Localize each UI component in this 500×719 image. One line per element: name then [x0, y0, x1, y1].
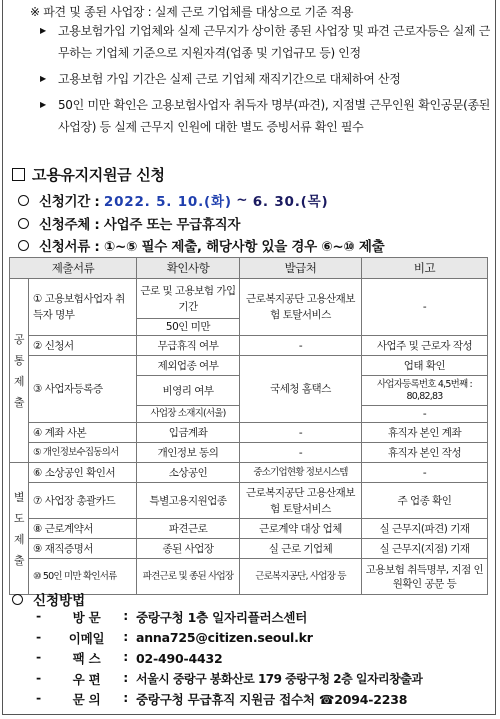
- header-issuer: 발급처: [240, 258, 362, 279]
- doc-cell: ⑤ 개인정보수집동의서: [29, 443, 137, 463]
- issuer-cell: -: [240, 443, 362, 463]
- triangle-bullet-icon: ▶: [40, 100, 46, 109]
- bullet-text: 고용보험가입 기업체와 실제 근무지가 상이한 종된 사업장 및 파견 근로자등은 실제 근무하는 기업체 기준으로 지원자격(업종 및 기업규모 등) 인정: [58, 24, 490, 60]
- note-cell: 고용보험 취득명부, 지점 인원확인 공문 등: [362, 559, 488, 595]
- doc-cell: ⑩ 50인 미만 확인서류: [29, 559, 137, 595]
- check-cell: 종된 사업장: [137, 539, 240, 559]
- check-cell: 무급휴직 여부: [137, 336, 240, 356]
- contact-label: 문 의: [72, 692, 101, 708]
- check-cell: 50인 미만: [137, 319, 240, 336]
- email-link[interactable]: anna725@citizen.seoul.kr: [136, 630, 313, 646]
- contact-label: 이메일: [68, 630, 105, 646]
- check-cell: 특별고용지원업종: [137, 483, 240, 519]
- doc-cell: ⑥ 소상공인 확인서: [29, 463, 137, 483]
- note-cell: 실 근무지(지점) 기재: [362, 539, 488, 559]
- issuer-cell: 중소기업현황 정보시스템: [240, 463, 362, 483]
- note-cell: 실 근무지(파견) 기재: [362, 519, 488, 539]
- doc-cell: ③ 사업자등록증: [29, 356, 137, 423]
- note-cell: 사업주 및 근로자 작성: [362, 336, 488, 356]
- doc-cell: ① 고용보험사업자 취득자 명부: [29, 279, 137, 336]
- triangle-bullet-icon: ▶: [40, 26, 46, 35]
- group-separate-label: 별도제출: [10, 463, 29, 595]
- bullet-text: 50인 미만 확인은 고용보험사업자 취득자 명부(파견), 지점별 근무인원 확인공문(종된 사업장) 등 실제 근무지 인원에 대한 별도 증빙서류 확인 필수: [58, 98, 490, 134]
- issuer-cell: 근로복지공단 고용산재보험 토탈서비스: [240, 483, 362, 519]
- contact-fax: - 팩 스 : 02-490-4432: [36, 649, 223, 667]
- doc-cell: ② 신청서: [29, 336, 137, 356]
- check-cell: 파견근로 및 종된 사업장: [137, 559, 240, 595]
- note-cell: -: [362, 406, 488, 423]
- circle-bullet-icon: [12, 594, 23, 605]
- check-cell: 제외업종 여부: [137, 356, 240, 376]
- contact-mail: - 우 편 : 서울시 중랑구 봉화산로 179 중랑구청 2층 일자리창출과: [36, 669, 423, 687]
- issuer-cell: -: [240, 336, 362, 356]
- check-cell: 파견근로: [137, 519, 240, 539]
- note-bullet: [40, 68, 490, 90]
- check-cell: 소상공인: [137, 463, 240, 483]
- circle-bullet-icon: [18, 240, 29, 251]
- group-common-label: 공통제출: [10, 279, 29, 463]
- header-note: 비고: [362, 258, 488, 279]
- check-cell: 입금계좌: [137, 423, 240, 443]
- triangle-bullet-icon: ▶: [40, 74, 46, 83]
- note-cell: 휴직자 본인 작성: [362, 443, 488, 463]
- note-cell: 휴직자 본인 계좌: [362, 423, 488, 443]
- application-subject: 신청주체 : 사업주 또는 무급휴직자: [18, 213, 240, 233]
- check-cell: 근로 및 고용보험 가입기간: [137, 279, 240, 319]
- contact-value: 중랑구청 무급휴직 지원금 접수처 ☎2094-2238: [136, 692, 408, 708]
- contact-label: 방 문: [72, 610, 101, 626]
- contact-list: [36, 607, 422, 710]
- note-bullets: [40, 20, 490, 142]
- note-cell: -: [362, 463, 488, 483]
- section-title: 고용유지지원금 신청: [12, 164, 165, 185]
- doc-cell: ⑨ 재직증명서: [29, 539, 137, 559]
- contact-value: 중랑구청 1층 일자리플러스센터: [136, 610, 308, 626]
- period-end: 6. 30.(목): [252, 194, 329, 210]
- bullet-text: 고용보험 가입 기간은 실제 근로 기업체 재직기간으로 대체하여 산정: [58, 72, 401, 86]
- issuer-cell: 근로복지공단 고용산재보험 토탈서비스: [240, 279, 362, 336]
- contact-inquiry: - 문 의 : 중랑구청 무급휴직 지원금 접수처 ☎2094-2238: [36, 690, 408, 708]
- issuer-cell: 국세청 홈택스: [240, 356, 362, 423]
- issuer-cell: 근로복지공단, 사업장 등: [240, 559, 362, 595]
- note-bullet: [40, 94, 490, 138]
- contact-label: 팩 스: [72, 651, 101, 667]
- doc-cell: ⑧ 근로계약서: [29, 519, 137, 539]
- documents-table: [9, 257, 488, 595]
- check-cell: 비영리 여부: [137, 376, 240, 406]
- period-separator: ~: [236, 192, 249, 208]
- note-cell: 업태 확인: [362, 356, 488, 376]
- header-check: 확인사항: [137, 258, 240, 279]
- header-documents: 제출서류: [10, 258, 137, 279]
- issuer-cell: 근로계약 대상 업체: [240, 519, 362, 539]
- contact-email: - 이메일 : anna725@citizen.seoul.kr: [36, 628, 313, 646]
- period-start: 2022. 5. 10.(화): [103, 194, 232, 210]
- note-cell: -: [362, 279, 488, 336]
- square-bullet-icon: [12, 168, 25, 181]
- circle-bullet-icon: [18, 218, 29, 229]
- note-cell: 주 업종 확인: [362, 483, 488, 519]
- check-cell: 사업장 소재지(서울): [137, 406, 240, 423]
- application-documents: 신청서류 : ①~⑤ 필수 제출, 해당사항 있을 경우 ⑥~⑩ 제출: [18, 235, 384, 255]
- circle-bullet-icon: [18, 195, 29, 206]
- doc-cell: ④ 계좌 사본: [29, 423, 137, 443]
- application-period: 신청기간 : 2022. 5. 10.(화) ~ 6. 30.(목): [18, 190, 328, 210]
- issuer-cell: 실 근로 기업체: [240, 539, 362, 559]
- method-title: 신청방법: [12, 589, 85, 609]
- note-bullet: [40, 20, 490, 64]
- contact-value: 서울시 중랑구 봉화산로 179 중랑구청 2층 일자리창출과: [136, 672, 423, 687]
- doc-cell: ⑦ 사업장 총괄카드: [29, 483, 137, 519]
- check-cell: 개인정보 동의: [137, 443, 240, 463]
- contact-value: 02-490-4432: [136, 650, 223, 666]
- contact-visit: - 방 문 : 중랑구청 1층 일자리플러스센터: [36, 608, 308, 626]
- note-cell: 사업자등록번호 4,5번째 : 80,82,83: [362, 376, 488, 406]
- contact-label: 우 편: [72, 671, 101, 687]
- note-header: ※ 파견 및 종된 사업장 : 실제 근로 기업체를 대상으로 기준 적용: [30, 5, 354, 19]
- issuer-cell: -: [240, 423, 362, 443]
